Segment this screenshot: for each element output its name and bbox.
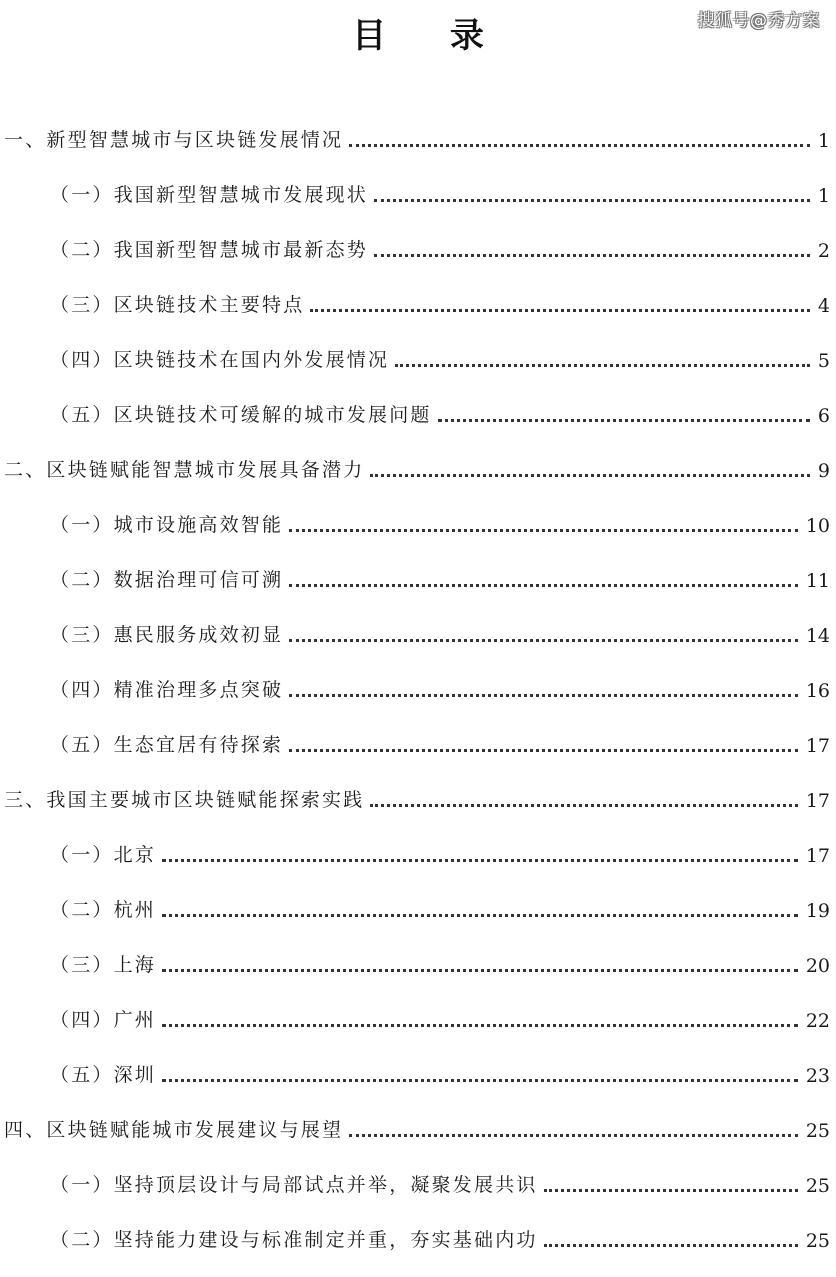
toc-entry-label: 一、新型智慧城市与区块链发展情况: [4, 129, 344, 151]
toc-subsection-entry[interactable]: [0, 711, 836, 766]
dot-leader: [374, 254, 810, 257]
dot-leader: [395, 364, 810, 367]
toc-page-number: 17: [805, 845, 830, 867]
toc-page-number: 22: [805, 1010, 830, 1032]
toc-entry-label: （三）上海: [50, 954, 157, 976]
toc-entry-label: （一）坚持顶层设计与局部试点并举，凝聚发展共识: [50, 1174, 538, 1196]
toc-subsection-entry[interactable]: [0, 216, 836, 271]
dot-leader: [438, 419, 810, 422]
toc-page-number: 1: [817, 185, 830, 207]
toc-page-number: 17: [805, 735, 830, 757]
page-title: 目 录: [352, 16, 510, 56]
toc-page-number: 10: [805, 515, 830, 537]
toc-page-number: 16: [805, 680, 830, 702]
toc-entry-label: （四）精准治理多点突破: [50, 679, 284, 701]
dot-leader: [349, 144, 810, 147]
watermark: 搜狐号@秀方案: [697, 11, 820, 31]
toc-page-number: 1: [817, 130, 830, 152]
dot-leader: [289, 749, 798, 752]
toc-entry-label: （五）深圳: [50, 1064, 157, 1086]
toc-page-number: 19: [805, 900, 830, 922]
toc-section-entry[interactable]: [0, 766, 836, 821]
toc-entry-label: （四）广州: [50, 1009, 157, 1031]
dot-leader: [310, 309, 810, 312]
toc-subsection-entry[interactable]: [0, 1041, 836, 1096]
toc-entry-label: （二）数据治理可信可溯: [50, 569, 284, 591]
toc-subsection-entry[interactable]: [0, 986, 836, 1041]
toc-entry-label: （二）坚持能力建设与标准制定并重，夯实基础内功: [50, 1229, 538, 1251]
dot-leader: [544, 1244, 798, 1247]
dot-leader: [349, 1134, 798, 1137]
toc-subsection-entry[interactable]: [0, 656, 836, 711]
toc-entry-label: 二、区块链赋能智慧城市发展具备潜力: [4, 459, 365, 481]
toc-subsection-entry[interactable]: [0, 931, 836, 986]
toc-subsection-entry[interactable]: [0, 1151, 836, 1206]
toc-subsection-entry[interactable]: [0, 161, 836, 216]
toc-entry-label: （三）区块链技术主要特点: [50, 294, 305, 316]
dot-leader: [162, 969, 798, 972]
toc-subsection-entry[interactable]: [0, 326, 836, 381]
toc-entry-label: （三）惠民服务成效初显: [50, 624, 284, 646]
dot-leader: [370, 474, 810, 477]
toc-page-number: 14: [805, 625, 830, 647]
dot-leader: [544, 1189, 798, 1192]
toc-entry-label: （一）北京: [50, 844, 157, 866]
dot-leader: [289, 529, 798, 532]
toc-section-entry[interactable]: [0, 106, 836, 161]
toc-subsection-entry[interactable]: [0, 1206, 836, 1261]
toc-subsection-entry[interactable]: [0, 271, 836, 326]
toc-entry-label: 三、我国主要城市区块链赋能探索实践: [4, 789, 365, 811]
toc-section-entry[interactable]: [0, 1096, 836, 1151]
dot-leader: [162, 1024, 798, 1027]
dot-leader: [374, 199, 810, 202]
toc-page-number: 9: [817, 460, 830, 482]
toc-subsection-entry[interactable]: [0, 601, 836, 656]
dot-leader: [162, 1079, 798, 1082]
toc-page-number: 6: [817, 405, 830, 427]
toc-page-number: 2: [817, 240, 830, 262]
dot-leader: [289, 639, 798, 642]
toc-page-number: 5: [817, 350, 830, 372]
toc-page-number: 17: [805, 790, 830, 812]
toc-entry-label: （二）杭州: [50, 899, 157, 921]
toc-entry-label: （二）我国新型智慧城市最新态势: [50, 239, 369, 261]
toc-entry-label: （五）区块链技术可缓解的城市发展问题: [50, 404, 432, 426]
toc-page-number: 23: [805, 1065, 830, 1087]
dot-leader: [289, 584, 798, 587]
toc-page-number: 11: [805, 570, 830, 592]
toc-subsection-entry[interactable]: [0, 491, 836, 546]
dot-leader: [289, 694, 798, 697]
toc-entry-label: （一）城市设施高效智能: [50, 514, 284, 536]
dot-leader: [370, 804, 797, 807]
toc-subsection-entry[interactable]: [0, 821, 836, 876]
toc-subsection-entry[interactable]: [0, 381, 836, 436]
toc-entry-label: （一）我国新型智慧城市发展现状: [50, 184, 369, 206]
toc-page-number: 25: [805, 1175, 830, 1197]
toc-page-number: 20: [805, 955, 830, 977]
toc-page-number: 4: [817, 295, 830, 317]
toc-entry-label: （四）区块链技术在国内外发展情况: [50, 349, 390, 371]
table-of-contents: [0, 106, 836, 1261]
toc-subsection-entry[interactable]: [0, 876, 836, 931]
toc-subsection-entry[interactable]: [0, 546, 836, 601]
toc-section-entry[interactable]: [0, 436, 836, 491]
toc-entry-label: 四、区块链赋能城市发展建议与展望: [4, 1119, 344, 1141]
dot-leader: [162, 914, 798, 917]
dot-leader: [162, 859, 798, 862]
toc-page-number: 25: [805, 1230, 830, 1252]
toc-entry-label: （五）生态宜居有待探索: [50, 734, 284, 756]
toc-page-number: 25: [805, 1120, 830, 1142]
